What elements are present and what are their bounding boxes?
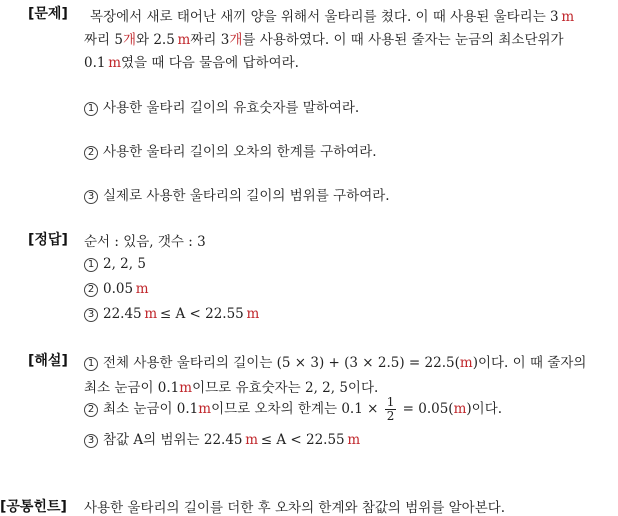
- answer-3: 3 22.45 m ≤ A < 22.55 m: [84, 306, 259, 322]
- answer-label: [정답]: [28, 232, 68, 248]
- explanation-line-4: 3 참값 A의 범위는 22.45 m ≤ A < 22.55 m: [84, 428, 360, 448]
- hint-label: [공통힌트]: [0, 499, 67, 515]
- explanation-line-3: 2 최소 눈금이 0.1m이므로 오차의 한계는 0.1 × $\frac{1}{2}$ = 0.05(m)이다.: [84, 396, 502, 423]
- answer-head: 순서 : 있음, 갯수 : 3: [84, 234, 206, 250]
- marker-3: 3: [84, 190, 98, 204]
- marker-2: 2: [84, 146, 98, 160]
- problem-label: [문제]: [28, 6, 68, 22]
- explanation-label: [해설]: [28, 353, 68, 369]
- hint-text: 사용한 울타리의 길이를 더한 후 오차의 한계와 참값의 범위를 알아본다.: [84, 500, 506, 516]
- question-1: 1 사용한 울타리 길이의 유효숫자를 말하여라.: [84, 96, 359, 116]
- question-3: 3 실제로 사용한 울타리의 길이의 범위를 구하여라.: [84, 184, 390, 204]
- fraction-one-half: $\frac{1}{2}$: [386, 395, 395, 423]
- explanation-line-2: 최소 눈금이 0.1m이므로 유효숫자는 2, 2, 5이다.: [84, 380, 379, 396]
- problem-line-2: 짜리 5개와 2.5 m짜리 3개를 사용하였다. 이 때 사용된 줄자는 눈금의 최소단위가: [84, 32, 564, 48]
- marker-1: 1: [84, 102, 98, 116]
- explanation-line-1: 1 전체 사용한 울타리의 길이는 (5 × 3) + (3 × 2.5) = 22.5(m)이다. 이 때 줄자의: [84, 351, 586, 371]
- problem-line-1: 목장에서 새로 태어난 새끼 양을 위해서 울타리를 쳤다. 이 때 사용된 울타리는 3 m: [90, 9, 575, 25]
- answer-2: 2 0.05 m: [84, 281, 149, 297]
- answer-1: 1 2, 2, 5: [84, 256, 146, 272]
- question-2: 2 사용한 울타리 길이의 오차의 한계를 구하여라.: [84, 140, 377, 160]
- problem-line-3: 0.1 m였을 때 다음 물음에 답하여라.: [84, 55, 299, 71]
